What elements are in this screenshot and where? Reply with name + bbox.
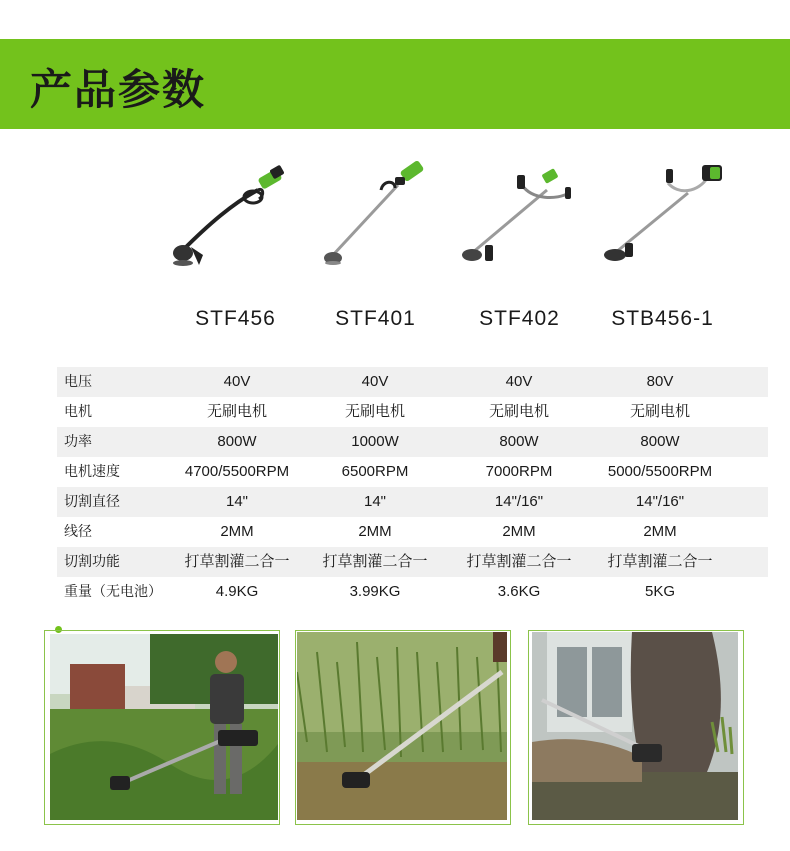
product-model-label: STF456 (195, 307, 276, 330)
spec-cell: 2MM (220, 523, 254, 540)
spec-cell: 7000RPM (485, 463, 553, 480)
spec-cell: 80V (646, 373, 674, 390)
product-stb456-1 (590, 155, 735, 345)
product-model-label: STF402 (479, 307, 560, 330)
spec-cell: 打草割灌二合一 (184, 553, 290, 570)
spec-cell: 2MM (502, 523, 536, 540)
spec-label: 重量（无电池） (64, 584, 162, 600)
product-stf402 (447, 155, 592, 345)
spec-row-cutting-function (57, 547, 768, 577)
spec-cell: 4700/5500RPM (184, 463, 290, 480)
spec-cell: 3.99KG (349, 583, 401, 600)
spec-cell: 40V (361, 373, 389, 390)
product-model-label: STF401 (335, 307, 416, 330)
spec-cell: 2MM (643, 523, 677, 540)
spec-cell: 无刷电机 (488, 403, 549, 420)
spec-label: 电机速度 (64, 464, 120, 480)
spec-row-voltage (57, 367, 768, 397)
spec-label: 电压 (64, 374, 92, 390)
man-trimming-grass-photo (50, 634, 278, 820)
spec-cell: 1000W (351, 433, 399, 450)
brush-cutter-icon (590, 155, 735, 285)
spec-cell: 800W (499, 433, 539, 450)
tall-grass-image (297, 632, 507, 820)
spec-row-cutting-diameter (57, 487, 768, 517)
spec-row-motor (57, 397, 768, 427)
spec-cell: 打草割灌二合一 (466, 553, 572, 570)
bike-handle-trimmer-icon (447, 155, 592, 285)
spec-cell: 2MM (358, 523, 392, 540)
product-stf456 (163, 155, 308, 345)
spec-cell: 5KG (644, 583, 675, 600)
trimmer-in-tall-grass-photo (297, 632, 507, 820)
spec-row-power (57, 427, 768, 457)
spec-table (57, 367, 768, 607)
trimmer-near-tree-trunk-photo (532, 632, 738, 820)
spec-cell: 800W (640, 433, 680, 450)
spec-cell: 3.6KG (497, 583, 541, 600)
product-model-label: STB456-1 (611, 307, 714, 330)
spec-label: 线径 (64, 524, 92, 540)
spec-cell: 14" (225, 493, 248, 510)
spec-cell: 无刷电机 (206, 403, 267, 420)
spec-cell: 打草割灌二合一 (607, 553, 713, 570)
spec-cell: 6500RPM (341, 463, 409, 480)
spec-cell: 800W (217, 433, 257, 450)
spec-cell: 5000/5500RPM (607, 463, 713, 480)
spec-cell: 4.9KG (215, 583, 259, 600)
spec-cell: 14"/16" (635, 493, 685, 510)
product-stf401 (303, 155, 448, 345)
page-title: 产品参数 (30, 65, 207, 114)
spec-cell: 无刷电机 (344, 403, 405, 420)
spec-label: 切割直径 (64, 494, 120, 510)
tree-trunk-image (532, 632, 738, 820)
spec-cell: 打草割灌二合一 (322, 553, 428, 570)
spec-cell: 40V (223, 373, 251, 390)
curved-shaft-trimmer-icon (163, 155, 308, 285)
spec-label: 切割功能 (64, 554, 120, 570)
spec-label: 功率 (64, 434, 92, 450)
spec-row-motor-speed (57, 457, 768, 487)
straight-shaft-trimmer-icon (303, 155, 448, 285)
spec-cell: 40V (505, 373, 533, 390)
spec-row-line-diameter (57, 517, 768, 547)
spec-label: 电机 (64, 404, 92, 420)
spec-row-weight (57, 577, 768, 607)
header-banner (0, 39, 790, 129)
spec-cell: 无刷电机 (629, 403, 690, 420)
spec-cell: 14" (363, 493, 386, 510)
spec-cell: 14"/16" (494, 493, 544, 510)
man-trimming-grass-image (50, 634, 278, 820)
